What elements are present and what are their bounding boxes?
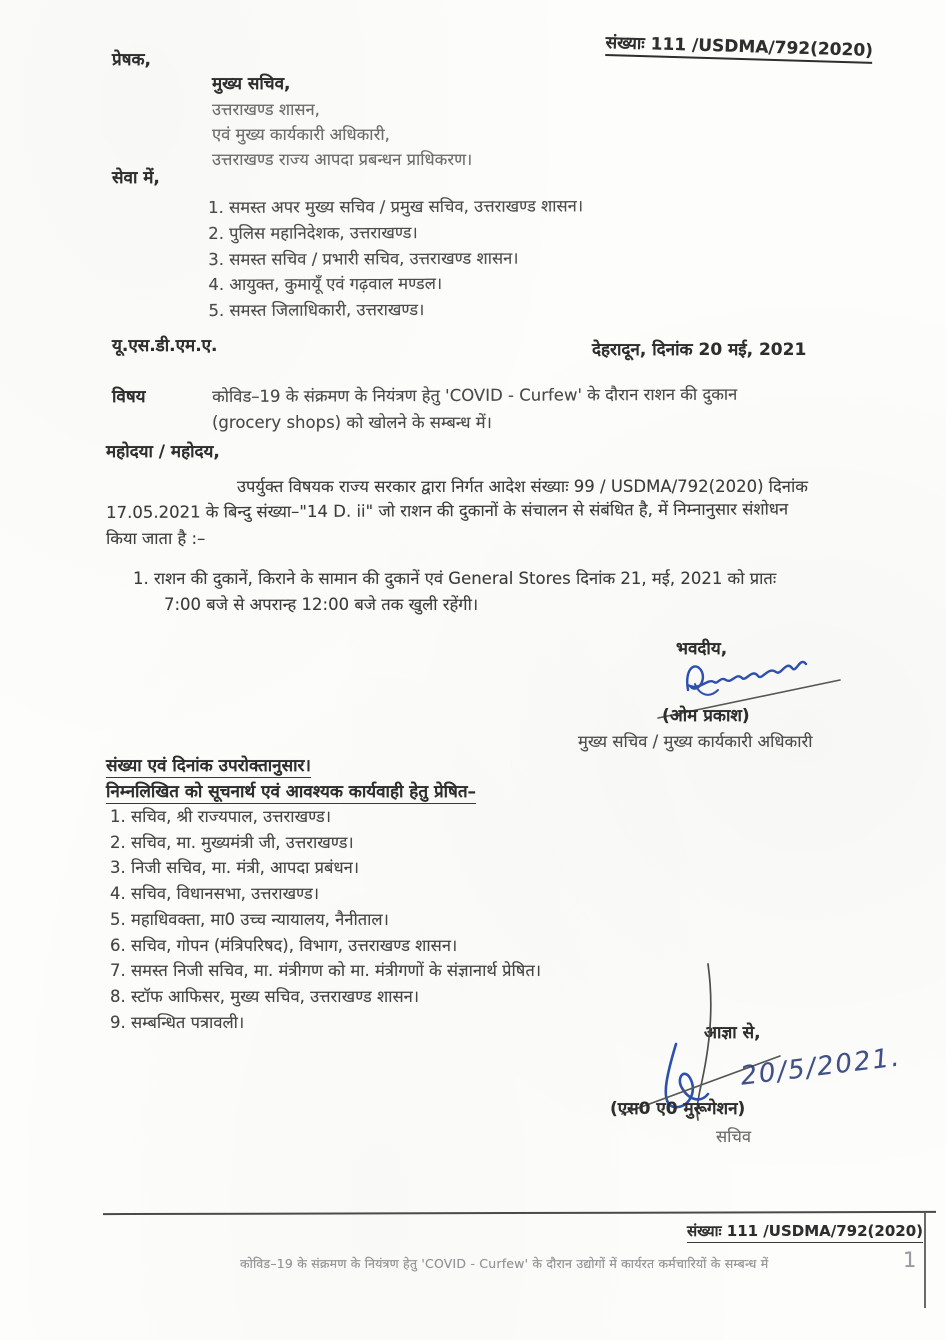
endorsement-heading: निम्नलिखित को सूचनार्थ एवं आवश्यक कार्यवाही हेतु प्रेषित– (106, 779, 476, 804)
valediction: भवदीय, (676, 639, 728, 659)
sender-line-1: मुख्य सचिव, (212, 74, 291, 94)
distribution-item: 4. सचिव, विधानसभा, उत्तराखण्ड। (110, 884, 319, 904)
by-order-label: आज्ञा से, (704, 1023, 761, 1043)
recipient-list (208, 193, 584, 324)
distribution-item: 2. सचिव, मा. मुख्यमंत्री जी, उत्तराखण्ड। (110, 832, 354, 852)
recipient-item: 4. आयुक्त, कुमायूँ एवं गढ़वाल मण्डल। (208, 274, 443, 295)
org-abbreviation: यू.एस.डी.एम.ए. (112, 336, 218, 356)
endorsement-ref-line: संख्या एवं दिनांक उपरोक्तानुसार। (106, 753, 311, 778)
sender-label: प्रेषक, (112, 50, 152, 70)
signatory-name-murugesan: (एस0 ए0 मुरूगेशन) (610, 1099, 746, 1119)
distribution-list (110, 804, 541, 1035)
signatory-name-om-prakash: (ओम प्रकाश) (662, 706, 750, 726)
distribution-item: 1. सचिव, श्री राज्यपाल, उत्तराखण्ड। (110, 807, 331, 826)
subject-label: विषय (112, 387, 146, 407)
footer-subject-line: कोविड–19 के संक्रमण के नियंत्रण हेतु 'COVID - Curfew' के दौरान उद्योगों में कार्यरत कर्मचारियों के सम्बन्ध में (240, 1256, 769, 1271)
sender-line-4: उत्तराखण्ड राज्य आपदा प्रबन्धन प्राधिकरण। (212, 150, 473, 169)
sender-line-2: उत्तराखण्ड शासन, (212, 100, 320, 119)
to-label: सेवा में, (112, 168, 160, 188)
body-paragraph-line-1: उपर्युक्त विषयक राज्य सरकार द्वारा निर्गत आदेश संख्याः 99 / USDMA/792(2020) दिनांक (237, 477, 808, 496)
distribution-item: 8. स्टॉफ आफिसर, मुख्य सचिव, उत्तराखण्ड शासन। (110, 986, 420, 1006)
subject-line-1: कोविड–19 के संक्रमण के नियंत्रण हेतु 'COVID - Curfew' के दौरान राशन की दुकान (212, 384, 738, 406)
recipient-item: 3. समस्त सचिव / प्रभारी सचिव, उत्तराखण्ड शासन। (208, 248, 519, 269)
body-paragraph-line-2: 17.05.2021 के बिन्दु संख्या–"14 D. ii" जो राशन की दुकानों के संचालन से संबंधित है, में निम्नानुसार संशोधन (106, 499, 789, 522)
distribution-item: 9. सम्बन्धित पत्रावली। (110, 1012, 245, 1032)
reference-number-header: संख्याः 111 /USDMA/792(2020) (605, 30, 873, 64)
salutation: महोदया / महोदय, (106, 442, 220, 462)
distribution-item: 3. निजी सचिव, मा. मंत्री, आपदा प्रबंधन। (110, 858, 360, 878)
place-date: देहरादून, दिनांक 20 मई, 2021 (592, 340, 807, 360)
handwritten-date: 20/5/2021. (738, 1042, 903, 1092)
recipient-item: 2. पुलिस महानिदेशक, उत्तराखण्ड। (208, 222, 418, 243)
distribution-item: 6. सचिव, गोपन (मंत्रिपरिषद), विभाग, उत्तराखण्ड शासन। (110, 935, 458, 955)
recipient-item: 1. समस्त अपर मुख्य सचिव / प्रमुख सचिव, उत्तराखण्ड शासन। (208, 196, 584, 217)
point-1-line-2: 7:00 बजे से अपरान्ह 12:00 बजे तक खुली रहेंगी। (164, 595, 479, 614)
distribution-item: 7. समस्त निजी सचिव, मा. मंत्रीगण को मा. मंत्रीगणों के संज्ञानार्थ प्रेषित। (110, 961, 541, 981)
page-number: 1 (903, 1248, 917, 1272)
body-paragraph-line-3: किया जाता है :– (106, 529, 206, 548)
recipient-item: 5. समस्त जिलाधिकारी, उत्तराखण्ड। (208, 300, 425, 321)
distribution-item: 5. महाधिवक्ता, मा0 उच्च न्यायालय, नैनीताल। (110, 909, 389, 929)
subject-line-2: (grocery shops) को खोलने के सम्बन्ध में। (212, 413, 492, 432)
point-1-line-1: 1. राशन की दुकानें, किराने के सामान की दुकानें एवं General Stores दिनांक 21, मई, 2021 को प्रातः (133, 569, 777, 588)
reference-number-footer: संख्याः 111 /USDMA/792(2020) (687, 1221, 923, 1243)
sender-line-3: एवं मुख्य कार्यकारी अधिकारी, (212, 125, 390, 144)
signatory-title-om-prakash: मुख्य सचिव / मुख्य कार्यकारी अधिकारी (578, 732, 813, 751)
signatory-title-murugesan: सचिव (716, 1127, 752, 1146)
footer-divider-line (103, 1211, 936, 1215)
footer-vertical-line (924, 1213, 926, 1308)
